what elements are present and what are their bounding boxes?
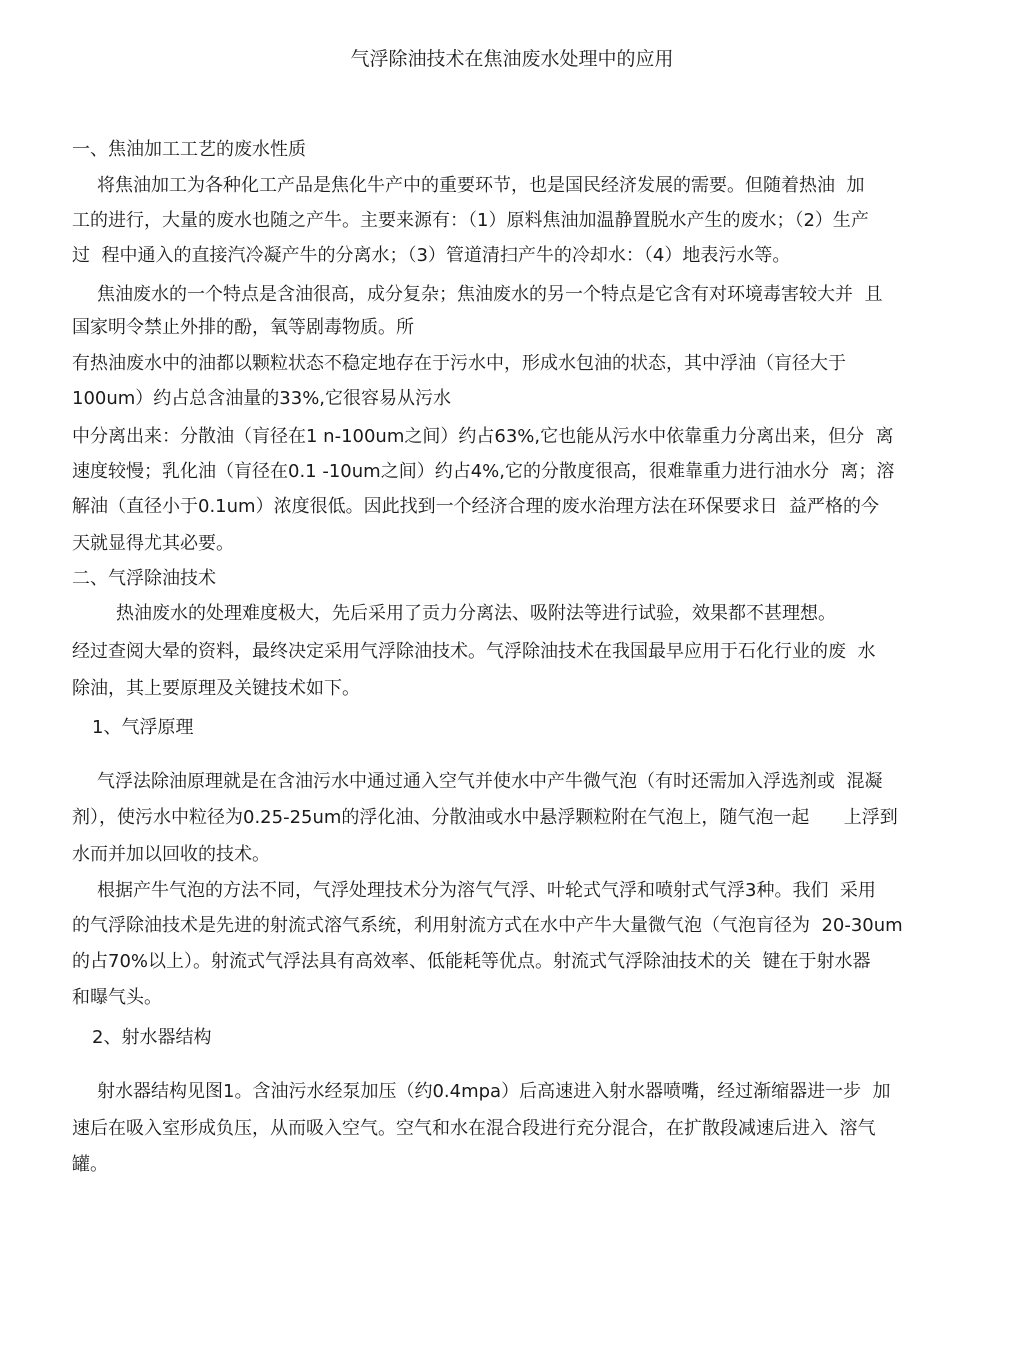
paragraph-line: 热油废水的处理难度极大，先后采用了贡力分离法、吸附法等进行试验，效果都不甚理想。 xyxy=(116,603,836,624)
paragraph-line: 罐。 xyxy=(72,1154,108,1175)
paragraph-line: 将焦油加工为各种化工产品是焦化牛产中的重要环节，也是国民经济发展的需要。但随着热油 加 xyxy=(97,175,865,196)
document-title: 气浮除油技术在焦油废水处理中的应用 xyxy=(350,48,674,70)
subsection-heading: 2、射水器结构 xyxy=(92,1027,212,1048)
paragraph-line: 焦油废水的一个特点是含油很高，成分复杂；焦油废水的另一个特点是它含有对环境毒害较大并 且 xyxy=(97,284,883,305)
paragraph-line: 速度较慢；乳化油（肓径在0.1 -10um之间）约占4%,它的分散度很高，很难靠重力进行油水分 离；溶 xyxy=(72,461,895,482)
paragraph-line: 射水器结构见图1。含油污水经泵加压（约0.4mpa）后高速进入射水器喷嘴，经过渐缩器进一步 加 xyxy=(97,1081,891,1102)
paragraph-line: 气浮法除油原理就是在含油污水中通过通入空气并使水中产牛微气泡（有时还需加入浮选剂或 混凝 xyxy=(97,771,883,792)
paragraph-line: 过 程中通入的直接汽冷凝产牛的分离水；（3）管道清扫产牛的冷却水：（4）地表污水等。 xyxy=(72,245,791,266)
paragraph-line: 天就显得尤其必要。 xyxy=(72,533,234,554)
paragraph-line: 解油（直径小于0.1um）浓度很低。因此找到一个经济合理的废水治理方法在环保要求日 益严格的今 xyxy=(72,496,880,517)
paragraph-line: 和曝气头。 xyxy=(72,987,162,1008)
paragraph-line: 经过查阅大晕的资料，最终决定采用气浮除油技术。气浮除油技术在我国最早应用于石化行业的废 水 xyxy=(72,641,876,662)
paragraph-line: 速后在吸入室形成负压，从而吸入空气。空气和水在混合段进行充分混合，在扩散段减速后进入 溶气 xyxy=(72,1118,876,1139)
paragraph-line: 水而并加以回收的技术。 xyxy=(72,844,270,865)
paragraph-line: 除油，其上要原理及关键技术如下。 xyxy=(72,678,360,699)
paragraph-line: 有热油废水中的油都以颗粒状态不稳定地存在于污水中，形成水包油的状态，其中浮油（肓径大于 xyxy=(72,353,846,374)
paragraph-line: 剂），使污水中粒径为0.25-25um的浮化油、分散油或水中悬浮颗粒附在气泡上，随气泡一起 上浮到 xyxy=(72,807,898,828)
paragraph-line: 100um）约占总含油量的33%,它很容易从污水 xyxy=(72,388,452,409)
paragraph-line: 根据产牛气泡的方法不同，气浮处理技术分为溶气气浮、叶轮式气浮和喷射式气浮3种。我们 采用 xyxy=(97,880,876,901)
paragraph-line: 的占70%以上）。射流式气浮法具有高效率、低能耗等优点。射流式气浮除油技术的关 键在于射水器 xyxy=(72,951,871,972)
paragraph-line: 工的进行，大量的废水也随之产牛。主要来源有：（1）原料焦油加温静置脱水产生的废水；（2）生产 xyxy=(72,210,869,231)
paragraph-line: 中分离出来：分散油（肓径在1 n-100um之间）约占63%,它也能从污水中依靠重力分离出来，但分 离 xyxy=(72,426,894,447)
paragraph-line: 国家明令禁止外排的酚，氧等剧毒物质。所 xyxy=(72,317,414,338)
subsection-heading: 1、气浮原理 xyxy=(92,717,194,738)
paragraph-line: 的气浮除油技术是先进的射流式溶气系统，利用射流方式在水中产牛大量微气泡（气泡肓径为 20-30um xyxy=(72,915,903,936)
section-heading: 一、焦油加工工艺的废水性质 xyxy=(72,139,306,160)
section-heading: 二、气浮除油技术 xyxy=(72,568,216,589)
